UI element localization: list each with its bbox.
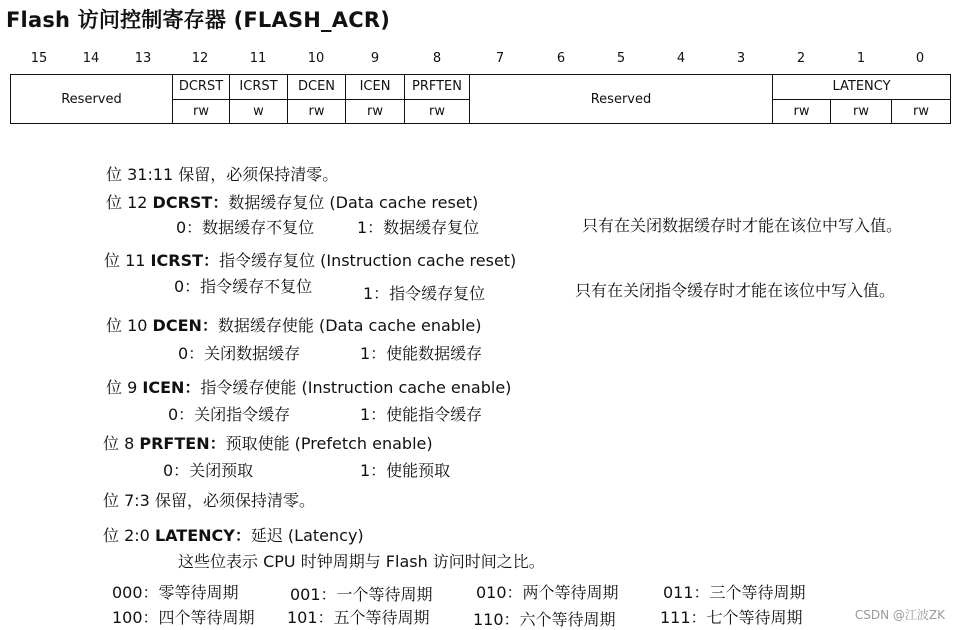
bit-number: 3	[736, 51, 746, 66]
bit-position: 位 10	[106, 316, 148, 335]
bit-number: 14	[82, 51, 100, 66]
latency-option: 000：零等待周期	[112, 583, 239, 602]
watermark: CSDN @江波ZK	[854, 608, 945, 622]
field-note: 只有在关闭数据缓存时才能在该位中写入值。	[582, 216, 903, 235]
bit-number: 15	[30, 51, 48, 66]
bit-position: 位 12	[106, 193, 148, 212]
bit-number: 12	[191, 51, 209, 66]
bit-number: 5	[616, 51, 626, 66]
option-1: 1：使能数据缓存	[360, 344, 483, 363]
desc-prften	[103, 431, 433, 454]
field-description: 数据缓存使能 (Data cache enable)	[217, 316, 482, 335]
bit-position: 位 11	[104, 251, 146, 270]
option-1: 1：指令缓存复位	[363, 284, 486, 303]
latency-option: 111：七个等待周期	[660, 608, 803, 627]
latency-option: 101：五个等待周期	[287, 608, 430, 627]
desc-dcrst	[106, 190, 478, 213]
bit-number: 1	[856, 51, 866, 66]
access-prften: rw	[405, 99, 470, 124]
option-0: 0：关闭数据缓存	[178, 344, 301, 363]
field-name: PRFTEN：	[139, 434, 226, 453]
access-icen: rw	[346, 99, 405, 124]
latency-option: 100：四个等待周期	[112, 608, 255, 627]
desc-icen	[106, 375, 511, 398]
bit-number: 6	[556, 51, 566, 66]
desc-icrst	[104, 248, 516, 271]
desc-latency	[103, 523, 364, 546]
field-name: LATENCY：	[154, 526, 251, 545]
latency-option: 110：六个等待周期	[473, 610, 616, 629]
bit-number: 13	[134, 51, 152, 66]
field-latency: LATENCY	[773, 75, 951, 100]
field-icen: ICEN	[346, 75, 405, 100]
access-dcen: rw	[288, 99, 346, 124]
reserved-field-high: Reserved	[11, 75, 173, 124]
desc-bits-7-3	[103, 488, 315, 511]
field-description: 指令缓存使能 (Instruction cache enable)	[200, 378, 512, 397]
field-description: 延迟 (Latency)	[250, 526, 364, 545]
field-note: 只有在关闭指令缓存时才能在该位中写入值。	[575, 281, 896, 300]
bit-number: 7	[495, 51, 505, 66]
access-latency-2: rw	[773, 99, 831, 124]
access-latency-1: rw	[831, 99, 892, 124]
field-name: DCRST：	[152, 193, 229, 212]
field-name: ICEN：	[142, 378, 201, 397]
bit-number: 9	[370, 51, 380, 66]
option-0: 0：数据缓存不复位	[176, 218, 315, 237]
field-dcrst: DCRST	[173, 75, 230, 100]
bit-description: 保留，必须保持清零。	[154, 491, 315, 510]
field-description: 数据缓存复位 (Data cache reset)	[228, 193, 479, 212]
option-1: 1：使能预取	[360, 461, 451, 480]
field-dcen: DCEN	[288, 75, 346, 100]
option-0: 0：关闭预取	[163, 461, 254, 480]
option-1: 1：数据缓存复位	[357, 218, 480, 237]
register-table	[10, 74, 951, 124]
bit-description: 保留，必须保持清零。	[178, 165, 339, 184]
reserved-field-mid: Reserved	[470, 75, 773, 124]
bit-position: 位 2:0	[103, 526, 150, 545]
field-prften: PRFTEN	[405, 75, 470, 100]
bit-position: 位 8	[103, 434, 135, 453]
option-0: 0：关闭指令缓存	[168, 405, 291, 424]
field-name: DCEN：	[152, 316, 218, 335]
access-icrst: w	[230, 99, 288, 124]
option-1: 1：使能指令缓存	[360, 405, 483, 424]
bit-number: 4	[676, 51, 686, 66]
field-description: 预取使能 (Prefetch enable)	[225, 434, 433, 453]
bit-number: 2	[796, 51, 806, 66]
field-icrst: ICRST	[230, 75, 288, 100]
access-latency-0: rw	[892, 99, 951, 124]
access-dcrst: rw	[173, 99, 230, 124]
latency-option: 011：三个等待周期	[663, 583, 806, 602]
bit-number: 11	[249, 51, 267, 66]
bit-number: 8	[432, 51, 442, 66]
latency-summary: 这些位表示 CPU 时钟周期与 Flash 访问时间之比。	[178, 552, 545, 571]
latency-option: 001：一个等待周期	[290, 585, 433, 604]
bit-position: 位 9	[106, 378, 138, 397]
page-title: Flash 访问控制寄存器 (FLASH_ACR)	[6, 8, 390, 32]
option-0: 0：指令缓存不复位	[174, 277, 313, 296]
desc-dcen	[106, 313, 481, 336]
field-description: 指令缓存复位 (Instruction cache reset)	[219, 251, 517, 270]
bit-position: 位 31:11	[106, 165, 174, 184]
bit-position: 位 7:3	[103, 491, 150, 510]
field-name: ICRST：	[150, 251, 220, 270]
desc-bits-31-11	[106, 162, 338, 185]
bit-number: 0	[915, 51, 925, 66]
latency-option: 010：两个等待周期	[476, 583, 619, 602]
bit-number: 10	[307, 51, 325, 66]
